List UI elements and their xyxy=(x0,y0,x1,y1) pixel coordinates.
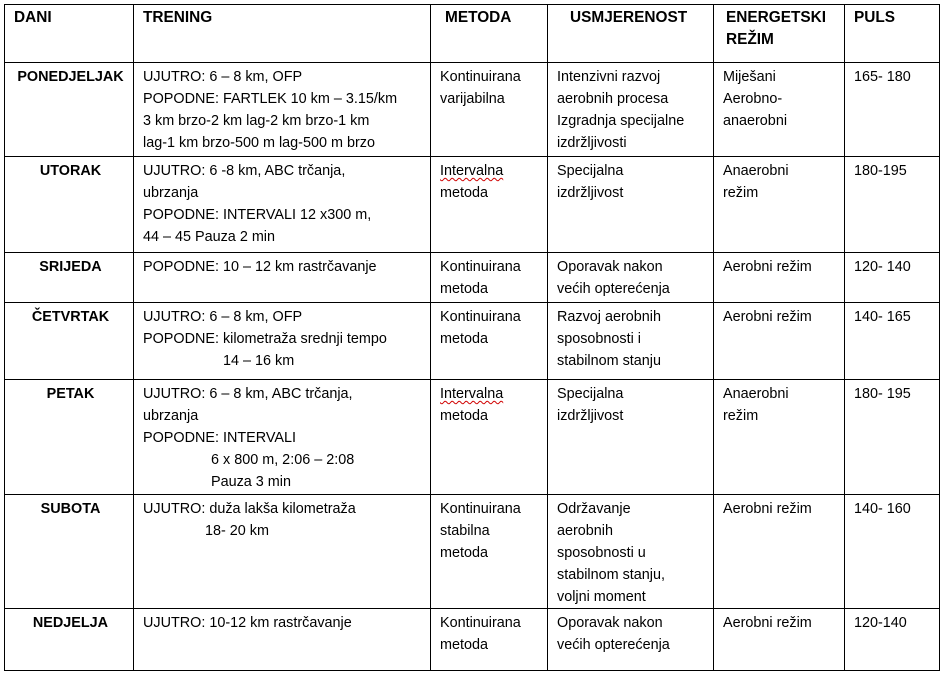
focus-line: Intenzivni razvoj xyxy=(557,69,661,85)
focus-line: izdržljivosti xyxy=(557,135,627,151)
energy-line: Aerobni režim xyxy=(723,501,812,517)
pulse-cell: 140- 165 xyxy=(845,303,940,380)
header-energy: ENERGETSKI REŽIM xyxy=(714,5,845,63)
focus-cell xyxy=(548,380,714,495)
training-line: POPODNE: 10 – 12 km rastrčavanje xyxy=(143,259,377,275)
energy-cell xyxy=(714,303,845,380)
training-line: UJUTRO: 6 – 8 km, ABC trčanja, xyxy=(143,386,353,402)
focus-line: voljni moment xyxy=(557,589,646,605)
training-line: 3 km brzo-2 km lag-2 km brzo-1 km xyxy=(143,113,370,129)
training-cell xyxy=(134,157,431,253)
training-line: UJUTRO: 10-12 km rastrčavanje xyxy=(143,615,352,631)
method-line: Kontinuirana xyxy=(440,259,521,275)
focus-cell xyxy=(548,63,714,157)
focus-line: aerobnih xyxy=(557,523,614,539)
energy-line: Anaerobni xyxy=(723,163,789,179)
focus-cell xyxy=(548,303,714,380)
training-plan-table xyxy=(4,4,940,671)
method-cell xyxy=(431,380,548,495)
pulse-cell: 120- 140 xyxy=(845,253,940,303)
training-line: 6 x 800 m, 2:06 – 2:08 xyxy=(211,452,355,468)
training-line: POPODNE: kilometraža srednji tempo xyxy=(143,331,387,347)
training-cell xyxy=(134,63,431,157)
method-line: varijabilna xyxy=(440,91,505,107)
focus-cell xyxy=(548,157,714,253)
energy-line: Aerobni režim xyxy=(723,309,812,325)
focus-line: većih opterećenja xyxy=(557,637,670,653)
training-line: UJUTRO: 6 – 8 km, OFP xyxy=(143,309,303,325)
method-line: metoda xyxy=(440,281,488,297)
focus-line: Specijalna xyxy=(557,163,624,179)
training-cell xyxy=(134,609,431,671)
energy-cell xyxy=(714,63,845,157)
training-line: lag-1 km brzo-500 m lag-500 m brzo xyxy=(143,135,375,151)
focus-cell xyxy=(548,253,714,303)
training-line: POPODNE: FARTLEK 10 km – 3.15/km xyxy=(143,91,398,107)
pulse-cell: 180-195 xyxy=(845,157,940,253)
day-cell: PETAK xyxy=(5,380,134,495)
training-cell xyxy=(134,380,431,495)
method-cell xyxy=(431,495,548,609)
training-cell xyxy=(134,253,431,303)
pulse-cell: 180- 195 xyxy=(845,380,940,495)
table-row xyxy=(5,157,940,253)
energy-line: Aerobno- xyxy=(723,91,783,107)
energy-cell xyxy=(714,253,845,303)
training-cell xyxy=(134,303,431,380)
method-line: Kontinuirana xyxy=(440,69,521,85)
focus-line: stabilnom stanju xyxy=(557,353,661,369)
header-focus: USMJERENOST xyxy=(548,5,714,63)
method-line: metoda xyxy=(440,185,488,201)
energy-line: Aerobni režim xyxy=(723,615,812,631)
method-line: Intervalna xyxy=(440,386,504,402)
method-line: Kontinuirana xyxy=(440,501,521,517)
energy-line: režim xyxy=(723,185,759,201)
table-row xyxy=(5,495,940,609)
focus-line: većih opterećenja xyxy=(557,281,670,297)
method-line: Kontinuirana xyxy=(440,309,521,325)
method-line: Kontinuirana xyxy=(440,615,521,631)
day-cell: NEDJELJA xyxy=(5,609,134,671)
training-cell xyxy=(134,495,431,609)
pulse-cell: 165- 180 xyxy=(845,63,940,157)
day-cell: SUBOTA xyxy=(5,495,134,609)
focus-line: Održavanje xyxy=(557,501,631,517)
energy-line: režim xyxy=(723,408,759,424)
day-cell: UTORAK xyxy=(5,157,134,253)
energy-line: Miješani xyxy=(723,69,776,85)
focus-line: stabilnom stanju, xyxy=(557,567,665,583)
header-pulse: PULS xyxy=(845,5,940,63)
method-line: metoda xyxy=(440,545,488,561)
training-line: UJUTRO: 6 -8 km, ABC trčanja, xyxy=(143,163,346,179)
energy-cell xyxy=(714,380,845,495)
day-cell: SRIJEDA xyxy=(5,253,134,303)
pulse-cell: 140- 160 xyxy=(845,495,940,609)
header-row xyxy=(5,5,940,63)
energy-line: anaerobni xyxy=(723,113,788,129)
method-cell xyxy=(431,253,548,303)
focus-line: Razvoj aerobnih xyxy=(557,309,661,325)
training-line: ubrzanja xyxy=(143,185,199,201)
training-line: Pauza 3 min xyxy=(211,474,291,490)
energy-cell xyxy=(714,495,845,609)
focus-line: aerobnih procesa xyxy=(557,91,669,107)
training-line: 18- 20 km xyxy=(205,523,269,539)
focus-line: sposobnosti u xyxy=(557,545,646,561)
training-line: ubrzanja xyxy=(143,408,199,424)
table-row xyxy=(5,609,940,671)
header-method: METODA xyxy=(431,5,548,63)
method-line: metoda xyxy=(440,331,488,347)
training-line: 44 – 45 Pauza 2 min xyxy=(143,229,276,245)
table-row xyxy=(5,253,940,303)
focus-line: Oporavak nakon xyxy=(557,259,663,275)
energy-cell xyxy=(714,157,845,253)
training-line: 14 – 16 km xyxy=(223,353,295,369)
energy-cell xyxy=(714,609,845,671)
energy-line: Aerobni režim xyxy=(723,259,812,275)
header-day: DANI xyxy=(5,5,134,63)
method-line: stabilna xyxy=(440,523,490,539)
method-cell xyxy=(431,157,548,253)
training-line: POPODNE: INTERVALI 12 x300 m, xyxy=(143,207,372,223)
energy-line: Anaerobni xyxy=(723,386,789,402)
table-row xyxy=(5,63,940,157)
training-line: UJUTRO: duža lakša kilometraža xyxy=(143,501,356,517)
focus-line: izdržljivost xyxy=(557,185,624,201)
focus-cell xyxy=(548,495,714,609)
method-cell xyxy=(431,63,548,157)
day-cell: ČETVRTAK xyxy=(5,303,134,380)
table-row xyxy=(5,380,940,495)
training-line: POPODNE: INTERVALI xyxy=(143,430,297,446)
focus-line: sposobnosti i xyxy=(557,331,641,347)
focus-line: Izgradnja specijalne xyxy=(557,113,685,129)
pulse-cell: 120-140 xyxy=(845,609,940,671)
header-training: TRENING xyxy=(134,5,431,63)
method-cell xyxy=(431,303,548,380)
focus-line: izdržljivost xyxy=(557,408,624,424)
table-row xyxy=(5,303,940,380)
focus-line: Specijalna xyxy=(557,386,624,402)
training-line: UJUTRO: 6 – 8 km, OFP xyxy=(143,69,303,85)
focus-line: Oporavak nakon xyxy=(557,615,663,631)
method-line: Intervalna xyxy=(440,163,504,179)
method-cell xyxy=(431,609,548,671)
focus-cell xyxy=(548,609,714,671)
method-line: metoda xyxy=(440,408,488,424)
method-line: metoda xyxy=(440,637,488,653)
day-cell: PONEDJELJAK xyxy=(5,63,134,157)
